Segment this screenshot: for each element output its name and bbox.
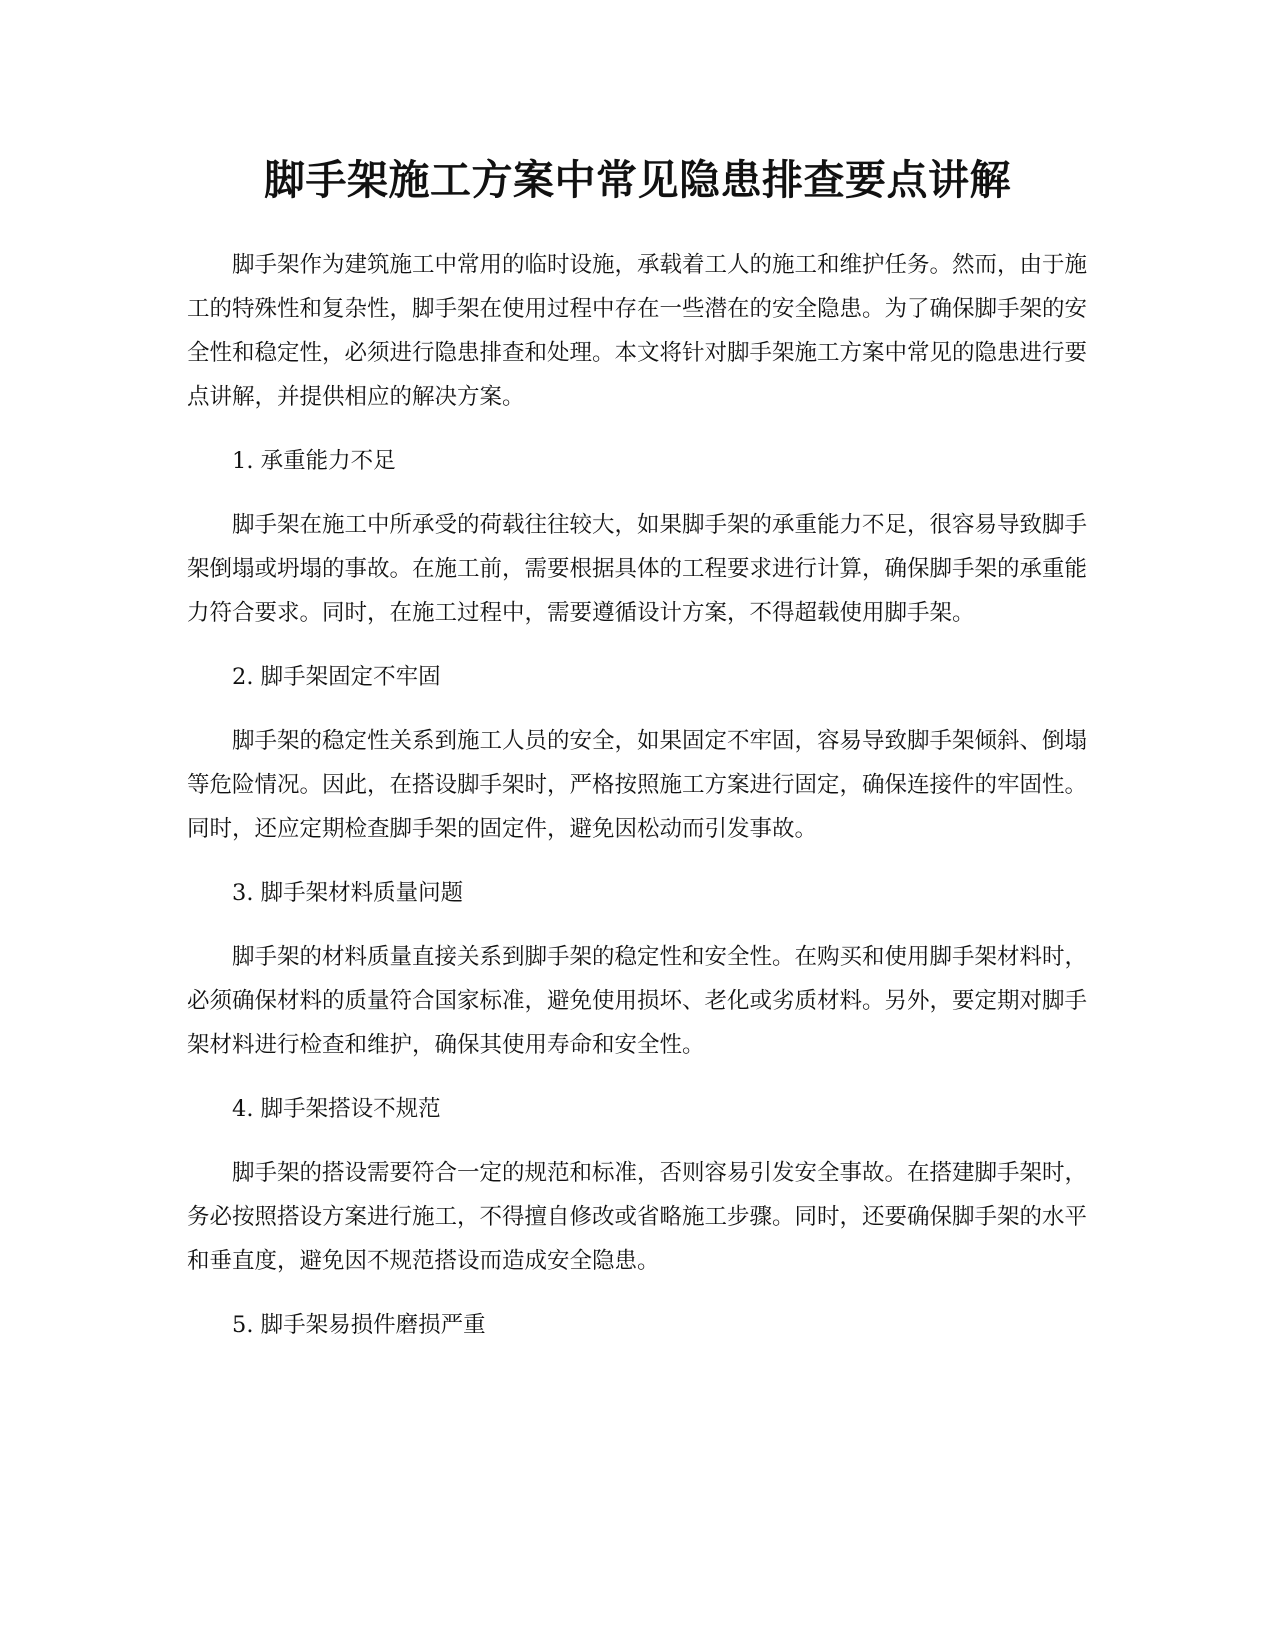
section-4-heading: 4. 脚手架搭设不规范 — [232, 1096, 441, 1122]
section-5-heading: 5. 脚手架易损件磨损严重 — [232, 1312, 486, 1338]
section-1-text: 脚手架在施工中所承受的荷载往往较大，如果脚手架的承重能力不足，很容易导致脚手架倒塌或坍塌的事故。在施工前，需要根据具体的工程要求进行计算，确保脚手架的承重能力符合要求。同时，在施工过程中，需要遵循设计方案，不得超载使用脚手架。 — [187, 512, 1088, 626]
section-3-text: 脚手架的材料质量直接关系到脚手架的稳定性和安全性。在购买和使用脚手架材料时，必须确保材料的质量符合国家标准，避免使用损坏、老化或劣质材料。另外，要定期对脚手架材料进行检查和维护，确保其使用寿命和安全性。 — [187, 944, 1088, 1058]
document-title: 脚手架施工方案中常见隐患排查要点讲解 — [264, 156, 1011, 204]
intro-paragraph: 脚手架作为建筑施工中常用的临时设施，承载着工人的施工和维护任务。然而，由于施工的特殊性和复杂性，脚手架在使用过程中存在一些潜在的安全隐患。为了确保脚手架的安全性和稳定性，必须进行隐患排查和处理。本文将针对脚手架施工方案中常见的隐患进行要点讲解，并提供相应的解决方案。 — [187, 252, 1088, 410]
section-1-heading: 1. 承重能力不足 — [232, 448, 396, 474]
section-4-text: 脚手架的搭设需要符合一定的规范和标准，否则容易引发安全事故。在搭建脚手架时，务必按照搭设方案进行施工，不得擅自修改或省略施工步骤。同时，还要确保脚手架的水平和垂直度，避免因不规范搭设而造成安全隐患。 — [187, 1160, 1088, 1274]
document-body — [187, 243, 1087, 1367]
section-3-heading: 3. 脚手架材料质量问题 — [232, 880, 464, 906]
section-2-text: 脚手架的稳定性关系到施工人员的安全，如果固定不牢固，容易导致脚手架倾斜、倒塌等危险情况。因此，在搭设脚手架时，严格按照施工方案进行固定，确保连接件的牢固性。同时，还应定期检查脚手架的固定件，避免因松动而引发事故。 — [187, 728, 1088, 842]
section-2-heading: 2. 脚手架固定不牢固 — [232, 664, 441, 690]
